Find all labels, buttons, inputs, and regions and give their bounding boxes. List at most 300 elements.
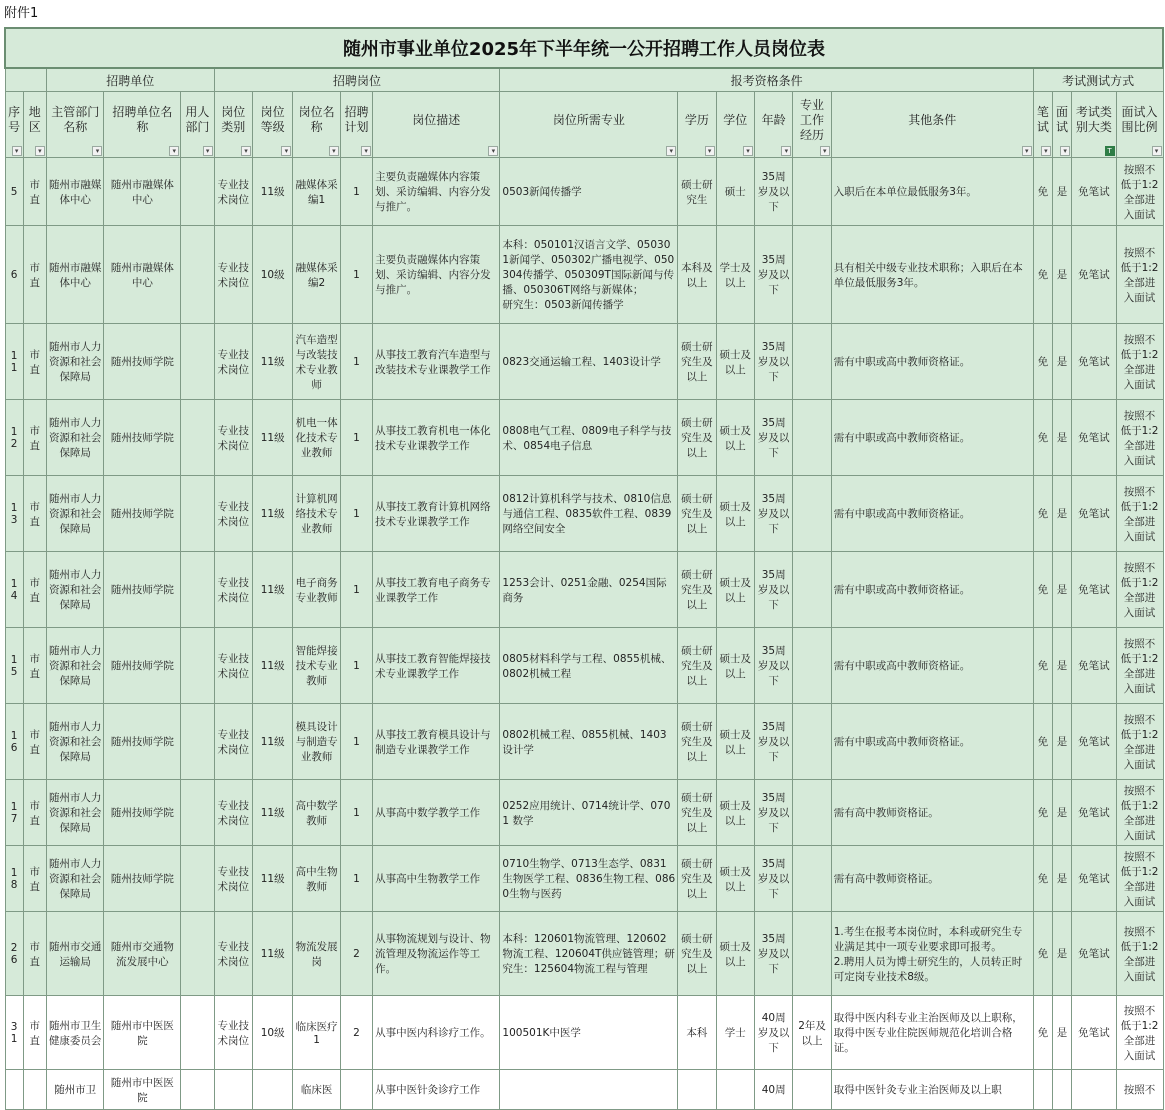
filter-active-icon[interactable]: T (1105, 146, 1115, 156)
col-header-label: 招聘计划 (344, 105, 369, 134)
cell-other[interactable]: 需有中职或高中教师资格证。 (831, 400, 1033, 476)
cell-ratio[interactable]: 按照不低于1:2全部进入面试 (1116, 996, 1163, 1070)
cell-post-name[interactable]: 计算机网络技术专业教师 (293, 476, 340, 552)
col-header-label: 岗位所需专业 (552, 112, 625, 127)
cell-interview[interactable]: 是 (1052, 912, 1071, 996)
cell-user-dept[interactable] (181, 552, 214, 628)
cell-post-name[interactable]: 物流发展岗 (293, 912, 340, 996)
cell-unit[interactable]: 随州技师学院 (104, 704, 181, 780)
cell-major[interactable]: 本科：050101汉语言文学、050301新闻学、050302广播电视学、050304传播学、050309T国际新闻与传播、050306T网络与新媒体； 研究生：0503新闻传播学 (500, 226, 678, 324)
cell-plan[interactable]: 1 (340, 476, 372, 552)
cell-dept[interactable]: 随州市卫 (46, 1070, 104, 1110)
col-header-label: 学历 (684, 112, 709, 127)
cell-interview[interactable]: 是 (1052, 780, 1071, 846)
cell-user-dept[interactable] (181, 400, 214, 476)
cell-degree[interactable]: 硕士及以上 (716, 552, 754, 628)
cell-exp[interactable] (793, 552, 831, 628)
col-header-user-dept (181, 92, 214, 158)
cell-region[interactable]: 市直 (23, 476, 46, 552)
cell-post-level[interactable]: 11级 (252, 846, 292, 912)
cell-post-type[interactable]: 专业技术岗位 (214, 628, 252, 704)
cell-unit[interactable]: 随州技师学院 (104, 400, 181, 476)
cell-post-name[interactable]: 汽车造型与改装技术专业教师 (293, 324, 340, 400)
cell-exam-cat[interactable]: 免笔试 (1072, 704, 1116, 780)
cell-region[interactable]: 市直 (23, 552, 46, 628)
cell-other[interactable]: 1.考生在报考本岗位时，本科或研究生专业满足其中一项专业要求即可报考。 2.聘用人员为博士研究生的，人员转正时可定岗专业技术8级。 (831, 912, 1033, 996)
cell-exam-cat[interactable]: 免笔试 (1072, 226, 1116, 324)
filter-dropdown-icon[interactable]: ▾ (203, 146, 213, 156)
cell-age[interactable]: 35周岁及以下 (754, 912, 792, 996)
cell-unit[interactable]: 随州市中医医院 (104, 1070, 181, 1110)
col-header-degree (716, 92, 754, 158)
cell-age[interactable]: 35周岁及以下 (754, 400, 792, 476)
cell-edu[interactable]: 硕士研究生及以上 (678, 628, 716, 704)
cell-major[interactable]: 0823交通运输工程、1403设计学 (500, 324, 678, 400)
cell-dept[interactable]: 随州市融媒体中心 (46, 226, 104, 324)
cell-major[interactable] (500, 1070, 678, 1110)
title-row (5, 28, 1163, 68)
recruitment-table (4, 27, 1164, 1110)
filter-dropdown-icon[interactable]: ▾ (241, 146, 251, 156)
cell-dept[interactable]: 随州市人力资源和社会保障局 (46, 846, 104, 912)
cell-user-dept[interactable] (181, 324, 214, 400)
cell-unit[interactable]: 随州技师学院 (104, 476, 181, 552)
cell-dept[interactable]: 随州市融媒体中心 (46, 158, 104, 226)
cell-post-level[interactable]: 11级 (252, 628, 292, 704)
cell-degree[interactable]: 硕士及以上 (716, 628, 754, 704)
cell-post-type[interactable]: 专业技术岗位 (214, 400, 252, 476)
cell-edu[interactable] (678, 1070, 716, 1110)
cell-other[interactable]: 取得中医针灸专业主治医师及以上职 (831, 1070, 1033, 1110)
cell-post-level[interactable]: 10级 (252, 996, 292, 1070)
cell-exam-cat[interactable]: 免笔试 (1072, 846, 1116, 912)
cell-written[interactable] (1033, 1070, 1052, 1110)
cell-region[interactable]: 市直 (23, 226, 46, 324)
cell-age[interactable]: 40周岁及以下 (754, 996, 792, 1070)
cell-degree[interactable] (716, 1070, 754, 1110)
cell-unit[interactable]: 随州技师学院 (104, 846, 181, 912)
cell-seq[interactable]: 31 (5, 996, 23, 1070)
cell-degree[interactable]: 硕士及以上 (716, 476, 754, 552)
cell-region[interactable]: 市直 (23, 996, 46, 1070)
cell-exam-cat[interactable]: 免笔试 (1072, 158, 1116, 226)
cell-post-level[interactable]: 10级 (252, 226, 292, 324)
cell-exp[interactable] (793, 158, 831, 226)
cell-edu[interactable]: 硕士研究生及以上 (678, 552, 716, 628)
cell-post-name[interactable]: 模具设计与制造专业教师 (293, 704, 340, 780)
cell-edu[interactable]: 本科及以上 (678, 226, 716, 324)
cell-desc[interactable]: 从事技工教育模具设计与制造专业课教学工作 (373, 704, 500, 780)
cell-post-name[interactable]: 高中数学教师 (293, 780, 340, 846)
cell-other[interactable]: 入职后在本单位最低服务3年。 (831, 158, 1033, 226)
cell-exp[interactable] (793, 476, 831, 552)
cell-exam-cat[interactable] (1072, 1070, 1116, 1110)
cell-other[interactable]: 需有中职或高中教师资格证。 (831, 628, 1033, 704)
cell-age[interactable]: 35周岁及以下 (754, 552, 792, 628)
cell-user-dept[interactable] (181, 780, 214, 846)
cell-post-level[interactable]: 11级 (252, 704, 292, 780)
cell-degree[interactable]: 学士 (716, 996, 754, 1070)
cell-desc[interactable]: 从事技工教育智能焊接技术专业课教学工作 (373, 628, 500, 704)
cell-edu[interactable]: 硕士研究生及以上 (678, 912, 716, 996)
cell-edu[interactable]: 硕士研究生及以上 (678, 324, 716, 400)
cell-major[interactable]: 0808电气工程、0809电子科学与技术、0854电子信息 (500, 400, 678, 476)
cell-unit[interactable]: 随州市中医医院 (104, 996, 181, 1070)
cell-major[interactable]: 0802机械工程、0855机械、1403设计学 (500, 704, 678, 780)
cell-seq[interactable] (5, 1070, 23, 1110)
cell-unit[interactable]: 随州市融媒体中心 (104, 158, 181, 226)
cell-unit[interactable]: 随州市融媒体中心 (104, 226, 181, 324)
cell-desc[interactable]: 从事中医针灸诊疗工作 (373, 1070, 500, 1110)
col-header-label: 岗位描述 (412, 112, 461, 127)
cell-other[interactable]: 需有中职或高中教师资格证。 (831, 476, 1033, 552)
cell-interview[interactable]: 是 (1052, 226, 1071, 324)
cell-post-type[interactable]: 专业技术岗位 (214, 324, 252, 400)
cell-unit[interactable]: 随州技师学院 (104, 780, 181, 846)
cell-dept[interactable]: 随州市交通运输局 (46, 912, 104, 996)
cell-interview[interactable]: 是 (1052, 552, 1071, 628)
cell-ratio[interactable]: 按照不低于1:2全部进入面试 (1116, 912, 1163, 996)
cell-edu[interactable]: 硕士研究生及以上 (678, 400, 716, 476)
cell-exam-cat[interactable]: 免笔试 (1072, 476, 1116, 552)
cell-exam-cat[interactable]: 免笔试 (1072, 400, 1116, 476)
cell-degree[interactable]: 硕士及以上 (716, 400, 754, 476)
cell-ratio[interactable]: 按照不低于1:2全部进入面试 (1116, 158, 1163, 226)
cell-unit[interactable]: 随州技师学院 (104, 628, 181, 704)
cell-desc[interactable]: 主要负责融媒体内容策划、采访编辑、内容分发与推广。 (373, 158, 500, 226)
cell-written[interactable]: 免 (1033, 324, 1052, 400)
col-header-exam-cat (1072, 92, 1116, 158)
cell-ratio[interactable]: 按照不低于1:2全部进入面试 (1116, 628, 1163, 704)
cell-written[interactable]: 免 (1033, 912, 1052, 996)
col-header-dept (46, 92, 104, 158)
cell-region[interactable]: 市直 (23, 846, 46, 912)
filter-dropdown-icon[interactable]: ▾ (1152, 146, 1162, 156)
cell-seq[interactable]: 14 (5, 552, 23, 628)
cell-written[interactable]: 免 (1033, 628, 1052, 704)
cell-post-level[interactable]: 11级 (252, 400, 292, 476)
cell-post-level[interactable]: 11级 (252, 324, 292, 400)
cell-age[interactable]: 35周岁及以下 (754, 704, 792, 780)
cell-region[interactable]: 市直 (23, 704, 46, 780)
cell-degree[interactable]: 硕士及以上 (716, 704, 754, 780)
cell-post-type[interactable]: 专业技术岗位 (214, 476, 252, 552)
cell-degree[interactable]: 硕士及以上 (716, 324, 754, 400)
cell-user-dept[interactable] (181, 226, 214, 324)
cell-user-dept[interactable] (181, 996, 214, 1070)
cell-ratio[interactable]: 按照不低于1:2全部进入面试 (1116, 704, 1163, 780)
cell-post-type[interactable]: 专业技术岗位 (214, 552, 252, 628)
cell-other[interactable]: 需有高中教师资格证。 (831, 780, 1033, 846)
cell-unit[interactable]: 随州技师学院 (104, 552, 181, 628)
cell-post-name[interactable]: 临床医疗1 (293, 996, 340, 1070)
cell-degree[interactable]: 硕士 (716, 158, 754, 226)
cell-written[interactable]: 免 (1033, 476, 1052, 552)
cell-edu[interactable]: 硕士研究生及以上 (678, 476, 716, 552)
cell-seq[interactable]: 16 (5, 704, 23, 780)
filter-dropdown-icon[interactable]: ▾ (35, 146, 45, 156)
cell-interview[interactable]: 是 (1052, 158, 1071, 226)
cell-plan[interactable]: 1 (340, 400, 372, 476)
cell-written[interactable]: 免 (1033, 400, 1052, 476)
cell-dept[interactable]: 随州市人力资源和社会保障局 (46, 552, 104, 628)
cell-plan[interactable]: 1 (340, 324, 372, 400)
cell-dept[interactable]: 随州市卫生健康委员会 (46, 996, 104, 1070)
cell-region[interactable]: 市直 (23, 400, 46, 476)
cell-seq[interactable]: 18 (5, 846, 23, 912)
cell-exp[interactable] (793, 846, 831, 912)
cell-post-type[interactable]: 专业技术岗位 (214, 158, 252, 226)
cell-exam-cat[interactable]: 免笔试 (1072, 780, 1116, 846)
cell-written[interactable]: 免 (1033, 780, 1052, 846)
cell-plan[interactable] (340, 1070, 372, 1110)
table-row (5, 324, 1163, 400)
cell-post-type[interactable]: 专业技术岗位 (214, 846, 252, 912)
cell-other[interactable]: 需有中职或高中教师资格证。 (831, 704, 1033, 780)
cell-edu[interactable]: 硕士研究生及以上 (678, 780, 716, 846)
cell-written[interactable]: 免 (1033, 704, 1052, 780)
cell-post-level[interactable] (252, 1070, 292, 1110)
filter-dropdown-icon[interactable]: ▾ (1022, 146, 1032, 156)
cell-interview[interactable] (1052, 1070, 1071, 1110)
cell-plan[interactable]: 1 (340, 552, 372, 628)
cell-interview[interactable]: 是 (1052, 628, 1071, 704)
cell-dept[interactable]: 随州市人力资源和社会保障局 (46, 476, 104, 552)
cell-exp[interactable] (793, 324, 831, 400)
col-header-label: 岗位等级 (260, 105, 285, 134)
cell-degree[interactable]: 硕士及以上 (716, 912, 754, 996)
cell-age[interactable]: 35周岁及以下 (754, 476, 792, 552)
cell-ratio[interactable]: 按照不低于1:2全部进入面试 (1116, 400, 1163, 476)
cell-seq[interactable]: 5 (5, 158, 23, 226)
cell-exam-cat[interactable]: 免笔试 (1072, 324, 1116, 400)
cell-major[interactable]: 本科：120601物流管理、120602物流工程、120604T供应链管理；研究生：125604物流工程与管理 (500, 912, 678, 996)
cell-seq[interactable]: 11 (5, 324, 23, 400)
col-header-age (754, 92, 792, 158)
cell-ratio[interactable]: 按照不低于1:2全部进入面试 (1116, 476, 1163, 552)
cell-post-name[interactable]: 电子商务专业教师 (293, 552, 340, 628)
cell-user-dept[interactable] (181, 158, 214, 226)
cell-interview[interactable]: 是 (1052, 476, 1071, 552)
cell-degree[interactable]: 硕士及以上 (716, 780, 754, 846)
cell-post-name[interactable]: 机电一体化技术专业教师 (293, 400, 340, 476)
cell-exp[interactable] (793, 912, 831, 996)
cell-interview[interactable]: 是 (1052, 400, 1071, 476)
table-row (5, 226, 1163, 324)
filter-dropdown-icon[interactable]: ▾ (781, 146, 791, 156)
cell-written[interactable]: 免 (1033, 226, 1052, 324)
cell-region[interactable]: 市直 (23, 158, 46, 226)
cell-degree[interactable]: 学士及以上 (716, 226, 754, 324)
cell-user-dept[interactable] (181, 912, 214, 996)
cell-plan[interactable]: 1 (340, 704, 372, 780)
filter-dropdown-icon[interactable]: ▾ (361, 146, 371, 156)
cell-desc[interactable]: 从事中医内科诊疗工作。 (373, 996, 500, 1070)
group-blank (5, 68, 46, 92)
cell-written[interactable]: 免 (1033, 846, 1052, 912)
cell-major[interactable]: 0805材料科学与工程、0855机械、0802机械工程 (500, 628, 678, 704)
cell-exam-cat[interactable]: 免笔试 (1072, 996, 1116, 1070)
cell-user-dept[interactable] (181, 704, 214, 780)
cell-exp[interactable] (793, 628, 831, 704)
cell-dept[interactable]: 随州市人力资源和社会保障局 (46, 324, 104, 400)
cell-seq[interactable]: 15 (5, 628, 23, 704)
cell-desc[interactable]: 从事技工教育计算机网络技术专业课教学工作 (373, 476, 500, 552)
cell-written[interactable]: 免 (1033, 552, 1052, 628)
cell-post-name[interactable]: 融媒体采编2 (293, 226, 340, 324)
cell-age[interactable]: 35周岁及以下 (754, 158, 792, 226)
cell-plan[interactable]: 2 (340, 996, 372, 1070)
cell-exp[interactable] (793, 780, 831, 846)
cell-post-type[interactable] (214, 1070, 252, 1110)
cell-desc[interactable]: 从事高中生物教学工作 (373, 846, 500, 912)
col-header-post-type (214, 92, 252, 158)
cell-plan[interactable]: 2 (340, 912, 372, 996)
cell-ratio[interactable]: 按照不低于1:2全部进入面试 (1116, 780, 1163, 846)
cell-dept[interactable]: 随州市人力资源和社会保障局 (46, 780, 104, 846)
cell-written[interactable]: 免 (1033, 158, 1052, 226)
cell-interview[interactable]: 是 (1052, 996, 1071, 1070)
cell-ratio[interactable]: 按照不低于1:2全部进入面试 (1116, 552, 1163, 628)
cell-major[interactable]: 0503新闻传播学 (500, 158, 678, 226)
cell-post-level[interactable]: 11级 (252, 780, 292, 846)
cell-desc[interactable]: 从事技工教育机电一体化技术专业课教学工作 (373, 400, 500, 476)
cell-exp[interactable] (793, 400, 831, 476)
cell-exp[interactable] (793, 226, 831, 324)
cell-post-name[interactable]: 临床医 (293, 1070, 340, 1110)
cell-exp[interactable]: 2年及以上 (793, 996, 831, 1070)
cell-post-name[interactable]: 智能焊接技术专业教师 (293, 628, 340, 704)
table-row (5, 704, 1163, 780)
cell-post-type[interactable]: 专业技术岗位 (214, 996, 252, 1070)
cell-region[interactable]: 市直 (23, 628, 46, 704)
cell-age[interactable]: 35周岁及以下 (754, 226, 792, 324)
cell-plan[interactable]: 1 (340, 780, 372, 846)
cell-degree[interactable]: 硕士及以上 (716, 846, 754, 912)
cell-post-type[interactable]: 专业技术岗位 (214, 912, 252, 996)
cell-other[interactable]: 需有中职或高中教师资格证。 (831, 552, 1033, 628)
cell-edu[interactable]: 硕士研究生及以上 (678, 704, 716, 780)
cell-major[interactable]: 1253会计、0251金融、0254国际商务 (500, 552, 678, 628)
filter-dropdown-icon[interactable]: ▾ (666, 146, 676, 156)
cell-post-name[interactable]: 高中生物教师 (293, 846, 340, 912)
cell-ratio[interactable]: 按照不低于1:2全部进入面试 (1116, 226, 1163, 324)
col-header-label: 用人部门 (185, 105, 210, 134)
cell-other[interactable]: 需有中职或高中教师资格证。 (831, 324, 1033, 400)
cell-ratio[interactable]: 按照不 (1116, 1070, 1163, 1110)
cell-dept[interactable]: 随州市人力资源和社会保障局 (46, 704, 104, 780)
cell-edu[interactable]: 硕士研究生及以上 (678, 846, 716, 912)
cell-desc[interactable]: 从事技工教育汽车造型与改装技术专业课教学工作 (373, 324, 500, 400)
cell-seq[interactable]: 26 (5, 912, 23, 996)
filter-dropdown-icon[interactable]: ▾ (92, 146, 102, 156)
cell-ratio[interactable]: 按照不低于1:2全部进入面试 (1116, 324, 1163, 400)
cell-unit[interactable]: 随州市交通物流发展中心 (104, 912, 181, 996)
cell-age[interactable]: 35周岁及以下 (754, 780, 792, 846)
cell-user-dept[interactable] (181, 1070, 214, 1110)
cell-post-level[interactable]: 11级 (252, 552, 292, 628)
cell-other[interactable]: 需有高中教师资格证。 (831, 846, 1033, 912)
cell-desc[interactable]: 主要负责融媒体内容策划、采访编辑、内容分发与推广。 (373, 226, 500, 324)
cell-ratio[interactable]: 按照不低于1:2全部进入面试 (1116, 846, 1163, 912)
cell-interview[interactable]: 是 (1052, 324, 1071, 400)
cell-interview[interactable]: 是 (1052, 846, 1071, 912)
cell-user-dept[interactable] (181, 628, 214, 704)
cell-region[interactable]: 市直 (23, 780, 46, 846)
cell-exp[interactable] (793, 1070, 831, 1110)
cell-user-dept[interactable] (181, 476, 214, 552)
cell-plan[interactable]: 1 (340, 158, 372, 226)
filter-dropdown-icon[interactable]: ▾ (743, 146, 753, 156)
cell-desc[interactable]: 从事技工教育电子商务专业课教学工作 (373, 552, 500, 628)
cell-post-type[interactable]: 专业技术岗位 (214, 780, 252, 846)
cell-seq[interactable]: 13 (5, 476, 23, 552)
cell-post-name[interactable]: 融媒体采编1 (293, 158, 340, 226)
cell-unit[interactable]: 随州技师学院 (104, 324, 181, 400)
cell-other[interactable]: 取得中医内科专业主治医师及以上职称，取得中医专业住院医师规范化培训合格证。 (831, 996, 1033, 1070)
filter-dropdown-icon[interactable]: ▾ (1041, 146, 1051, 156)
cell-written[interactable]: 免 (1033, 996, 1052, 1070)
cell-major[interactable]: 100501K中医学 (500, 996, 678, 1070)
cell-age[interactable]: 35周岁及以下 (754, 628, 792, 704)
cell-desc[interactable]: 从事物流规划与设计、物流管理及物流运作等工作。 (373, 912, 500, 996)
filter-dropdown-icon[interactable]: ▾ (1060, 146, 1070, 156)
cell-seq[interactable]: 12 (5, 400, 23, 476)
filter-dropdown-icon[interactable]: ▾ (705, 146, 715, 156)
cell-post-type[interactable]: 专业技术岗位 (214, 704, 252, 780)
cell-post-type[interactable]: 专业技术岗位 (214, 226, 252, 324)
filter-dropdown-icon[interactable]: ▾ (488, 146, 498, 156)
cell-exp[interactable] (793, 704, 831, 780)
cell-age[interactable]: 40周 (754, 1070, 792, 1110)
cell-age[interactable]: 35周岁及以下 (754, 324, 792, 400)
col-header-written (1033, 92, 1052, 158)
cell-major[interactable]: 0812计算机科学与技术、0810信息与通信工程、0835软件工程、0839网络空间安全 (500, 476, 678, 552)
cell-edu[interactable]: 硕士研究生 (678, 158, 716, 226)
cell-edu[interactable]: 本科 (678, 996, 716, 1070)
cell-dept[interactable]: 随州市人力资源和社会保障局 (46, 628, 104, 704)
cell-region[interactable]: 市直 (23, 912, 46, 996)
filter-dropdown-icon[interactable]: ▾ (12, 146, 22, 156)
cell-major[interactable]: 0252应用统计、0714统计学、0701 数学 (500, 780, 678, 846)
filter-dropdown-icon[interactable]: ▾ (329, 146, 339, 156)
table-row (5, 912, 1163, 996)
cell-exam-cat[interactable]: 免笔试 (1072, 628, 1116, 704)
cell-exam-cat[interactable]: 免笔试 (1072, 552, 1116, 628)
cell-region[interactable] (23, 1070, 46, 1110)
cell-interview[interactable]: 是 (1052, 704, 1071, 780)
filter-dropdown-icon[interactable]: ▾ (281, 146, 291, 156)
cell-seq[interactable]: 6 (5, 226, 23, 324)
filter-dropdown-icon[interactable]: ▾ (169, 146, 179, 156)
cell-post-level[interactable]: 11级 (252, 476, 292, 552)
cell-age[interactable]: 35周岁及以下 (754, 846, 792, 912)
cell-post-level[interactable]: 11级 (252, 912, 292, 996)
cell-plan[interactable]: 1 (340, 628, 372, 704)
cell-post-level[interactable]: 11级 (252, 158, 292, 226)
cell-exam-cat[interactable]: 免笔试 (1072, 912, 1116, 996)
filter-dropdown-icon[interactable]: ▾ (820, 146, 830, 156)
cell-region[interactable]: 市直 (23, 324, 46, 400)
cell-dept[interactable]: 随州市人力资源和社会保障局 (46, 400, 104, 476)
cell-user-dept[interactable] (181, 846, 214, 912)
cell-plan[interactable]: 1 (340, 846, 372, 912)
cell-desc[interactable]: 从事高中数学教学工作 (373, 780, 500, 846)
cell-plan[interactable]: 1 (340, 226, 372, 324)
cell-seq[interactable]: 17 (5, 780, 23, 846)
cell-other[interactable]: 具有相关中级专业技术职称；入职后在本单位最低服务3年。 (831, 226, 1033, 324)
cell-major[interactable]: 0710生物学、0713生态学、0831生物医学工程、0836生物工程、0860生物与医药 (500, 846, 678, 912)
